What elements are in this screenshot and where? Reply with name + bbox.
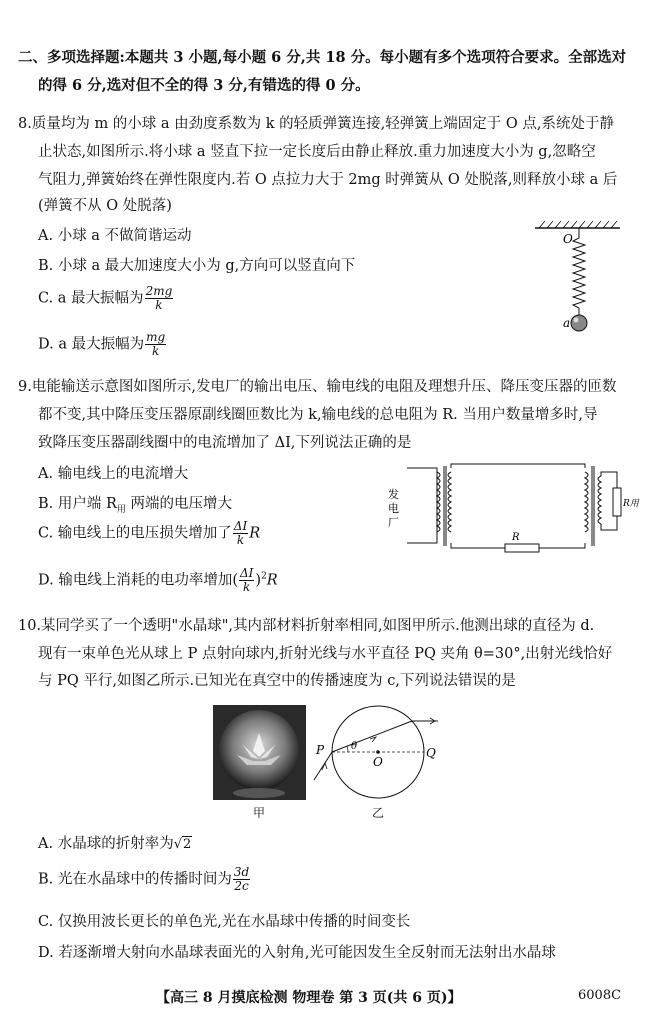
q10-option-d: D. 若逐渐增大射向水晶球表面光的入射角,光可能因发生全反射而无法射出水晶球 — [38, 945, 556, 961]
q10-label-p: P — [316, 743, 325, 757]
q8-option-b: B. 小球 a 最大加速度大小为 g,方向可以竖直向下 — [38, 258, 356, 274]
q8-line3: 气阻力,弹簧始终在弹性限度内.若 O 点拉力大于 2mg 时弹簧从 O 处脱落,则释放小球 a 后 — [38, 172, 618, 188]
q8-option-a: A. 小球 a 不做简谐运动 — [38, 228, 192, 244]
q9-line3: 致降压变压器副线圈中的电流增加了 ΔI,下列说法正确的是 — [38, 435, 412, 451]
q10-label-theta: θ — [351, 741, 358, 752]
section-heading-line2: 的得 6 分,选对但不全的得 3 分,有错选的得 0 分。 — [38, 77, 370, 94]
q10-caption-jia: 甲 — [253, 806, 266, 820]
q9-option-b: B. 用户端 $R_用$ 两端的电压增大 — [38, 496, 233, 515]
q10-label-o: O — [373, 755, 383, 769]
q8-option-d: D. a 最大振幅为 $\frac{mg}{k}$ — [38, 330, 166, 358]
q8-label-a: a — [563, 316, 571, 330]
q10-line3: 与 PQ 平行,如图乙所示.已知光在真空中的传播速度为 c,下列说法错误的是 — [38, 673, 516, 689]
q9-plant-label-3: 厂 — [388, 516, 399, 529]
q10-optics-diagram — [310, 702, 445, 802]
q10-crystal-ball-photo — [213, 705, 306, 800]
footer-page-info: 【高三 8 月摸底检测 物理卷 第 3 页(共 6 页)】 — [156, 990, 462, 1006]
q8-spring-figure — [525, 220, 625, 340]
q8-line4: (弹簧不从 O 处脱落) — [38, 198, 172, 214]
q9-resistor-label: R — [512, 532, 520, 543]
q9-circuit-figure — [385, 458, 640, 558]
q8-label-o: O — [563, 232, 573, 246]
q9-line2: 都不变,其中降压变压器原副线圈匝数比为 k,输电线的总电阻为 R. 当用户数量增多时,导 — [38, 407, 598, 423]
q10-option-a: A. 水晶球的折射率为√2 — [38, 836, 192, 852]
section-heading-line1: 二、多项选择题:本题共 3 小题,每小题 6 分,共 18 分。每小题有多个选项符合要求。全部选对 — [18, 49, 627, 66]
q9-line1: 9.电能输送示意图如图所示,发电厂的输出电压、输电线的电阻及理想升压、降压变压器的匝数 — [18, 379, 617, 395]
q10-caption-yi: 乙 — [372, 806, 385, 820]
q9-plant-label-2: 电 — [388, 502, 399, 515]
q8-line2: 止状态,如图所示.将小球 a 竖直下拉一定长度后由静止释放.重力加速度大小为 g,忽略空 — [38, 144, 596, 160]
q8-line1: 8.质量均为 m 的小球 a 由劲度系数为 k 的轻质弹簧连接,轻弹簧上端固定于 O 点,系统处于静 — [18, 116, 614, 132]
q10-line2: 现有一束单色光从球上 P 点射向球内,折射光线与水平直径 PQ 夹角 θ=30°,出射光线恰好 — [38, 646, 613, 662]
q10-option-b: B. 光在水晶球中的传播时间为 $\frac{3d}{2c}$ — [38, 865, 250, 893]
footer-code: 6008C — [578, 988, 622, 1003]
q9-plant-label-1: 发 — [388, 488, 399, 501]
q8-option-c: C. a 最大振幅为 $\frac{2mg}{k}$ — [38, 284, 173, 312]
q10-option-c: C. 仅换用波长更长的单色光,光在水晶球中传播的时间变长 — [38, 914, 411, 930]
q9-option-d: D. 输电线上消耗的电功率增加( $\frac{\Delta I}{k}$ )$^2$R — [38, 566, 278, 594]
q9-option-c: C. 输电线上的电压损失增加了 $\frac{\Delta I}{k}$ R — [38, 519, 261, 547]
q9-option-a: A. 输电线上的电流增大 — [38, 466, 189, 482]
q9-user-resistor-label: R用 — [623, 499, 639, 509]
q10-label-q: Q — [426, 746, 436, 760]
q10-line1: 10.某同学买了一个透明"水晶球",其内部材料折射率相同,如图甲所示.他测出球的直径为 d. — [18, 618, 595, 634]
